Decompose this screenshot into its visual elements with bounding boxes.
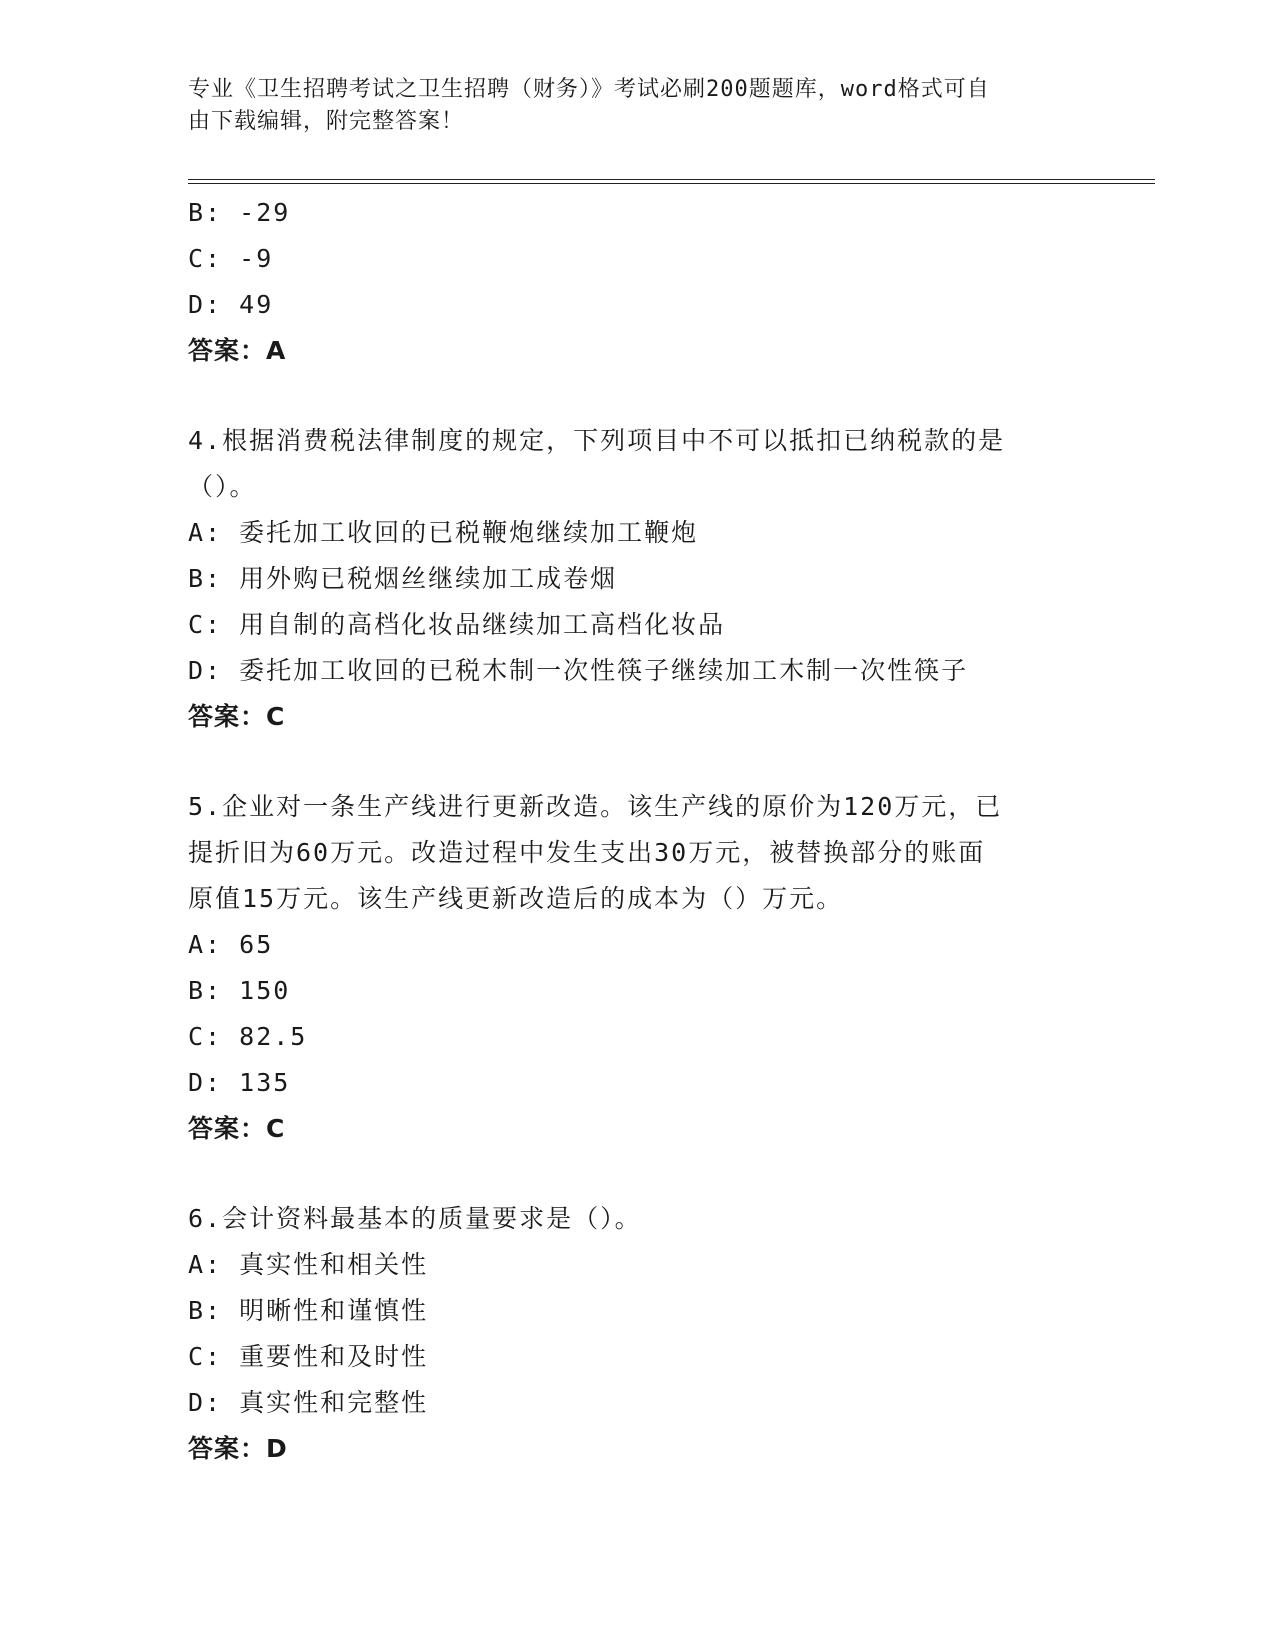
question-4-stem-line-2: （）。 [188, 472, 257, 501]
question-5 [188, 784, 1088, 1152]
question-5-option-c: C: 82.5 [188, 1022, 308, 1051]
question-6-option-a: A: 真实性和相关性 [188, 1250, 429, 1279]
document-header [188, 74, 1068, 138]
question-3-option-d: D: 49 [188, 290, 274, 319]
question-3-option-c: C: -9 [188, 244, 274, 273]
question-list [188, 190, 1088, 1472]
question-6-option-b: B: 明晰性和谨慎性 [188, 1296, 429, 1325]
question-5-option-b: B: 150 [188, 976, 291, 1005]
header-divider-top [188, 179, 1155, 180]
question-3-answer: 答案：A [188, 336, 287, 365]
question-6-stem-line-1: 6.会计资料最基本的质量要求是（）。 [188, 1204, 642, 1233]
spacer [188, 740, 1088, 784]
question-5-stem-line-2: 提折旧为60万元。改造过程中发生支出30万元，被替换部分的账面 [188, 838, 986, 867]
header-divider-bottom [188, 183, 1155, 184]
spacer [188, 374, 1088, 418]
question-4 [188, 418, 1088, 740]
question-5-stem-line-3: 原值15万元。该生产线更新改造后的成本为（）万元。 [188, 884, 844, 913]
header-line-2: 由下载编辑，附完整答案！ [188, 109, 465, 134]
question-4-stem-line-1: 4.根据消费税法律制度的规定，下列项目中不可以抵扣已纳税款的是 [188, 426, 1006, 455]
question-6-option-c: C: 重要性和及时性 [188, 1342, 429, 1371]
question-4-option-b: B: 用外购已税烟丝继续加工成卷烟 [188, 564, 618, 593]
question-4-answer: 答案：C [188, 702, 286, 731]
question-5-option-d: D: 135 [188, 1068, 291, 1097]
question-6 [188, 1196, 1088, 1472]
question-5-option-a: A: 65 [188, 930, 274, 959]
question-6-answer: 答案：D [188, 1434, 288, 1463]
question-6-option-d: D: 真实性和完整性 [188, 1388, 429, 1417]
question-5-answer: 答案：C [188, 1114, 286, 1143]
question-3 [188, 190, 1088, 374]
question-4-option-c: C: 用自制的高档化妆品继续加工高档化妆品 [188, 610, 726, 639]
header-line-1: 专业《卫生招聘考试之卫生招聘（财务）》考试必刷200题题库，word格式可自 [188, 77, 990, 102]
question-4-option-a: A: 委托加工收回的已税鞭炮继续加工鞭炮 [188, 518, 699, 547]
question-3-option-b: B: -29 [188, 198, 291, 227]
question-5-stem-line-1: 5.企业对一条生产线进行更新改造。该生产线的原价为120万元，已 [188, 792, 1003, 821]
question-4-option-d: D: 委托加工收回的已税木制一次性筷子继续加工木制一次性筷子 [188, 656, 969, 685]
spacer [188, 1152, 1088, 1196]
